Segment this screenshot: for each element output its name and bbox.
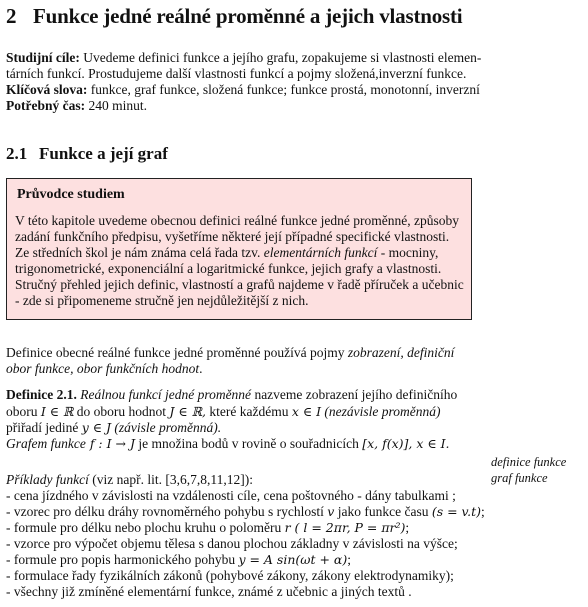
study-goals-text-1: Uvedeme definici funkce a jejího grafu, zopakujeme si vlastnosti elemen-	[79, 50, 482, 65]
definition-line-3	[6, 420, 221, 436]
study-goals-line-1	[6, 50, 481, 66]
definition-term: Grafem funkce	[6, 436, 86, 451]
paragraph-text: Definice obecné reálné funkce jedné proměnné používá pojmy	[6, 345, 348, 360]
example-item-6: - formulace řady fyzikálních zákonů (pohybové zákony, zákony elektrodynamiky);	[6, 568, 454, 583]
definition-term: (nezávisle proměnná)	[321, 404, 441, 419]
example-text: ;	[481, 504, 485, 519]
chapter-number: 2	[6, 4, 17, 28]
math-expression: (s = v.t)	[431, 504, 481, 519]
math-expression: y ∈ J	[81, 420, 112, 435]
example-item-4: - vzorce pro výpočet objemu tělesa s danou plochou základny v závislosti na výšce;	[6, 536, 458, 551]
definition-term: Reálnou funkcí jedné proměnné	[76, 387, 252, 402]
math-expression: r ( l = 2πr, P = πr²)	[284, 520, 406, 535]
math-expression: [x, f(x)], x ∈ I.	[362, 436, 450, 451]
study-guide-title: Průvodce studiem	[17, 187, 125, 202]
keywords-label: Klíčová slova:	[6, 82, 88, 97]
definition-line-1	[6, 387, 457, 403]
study-guide-line-2: zadání funkčního předpisu, vyšetříme některé její případné specifické vlastnosti.	[15, 229, 450, 244]
section-title: Funkce a její graf	[39, 144, 168, 163]
math-expression: I ∈ ℝ	[40, 404, 74, 419]
definition-text: nazveme zobrazení jejího definičního	[251, 387, 458, 402]
study-guide-text: - mocniny,	[377, 245, 439, 260]
example-item-1: - cena jízdného v závislosti na vzdálenosti cíle, cena poštovného - dány tabulkami ;	[6, 488, 456, 503]
section-number: 2.1	[6, 144, 28, 163]
study-goals-line-2: tárních funkcí. Prostudujeme další vlastnosti funkcí a pojmy složená,inverzní funkce.	[6, 66, 467, 81]
definition-text: přiřadí jediné	[6, 420, 82, 435]
definition-text: je množina bodů v rovině o souřadnicích	[135, 436, 363, 451]
study-guide-box	[6, 178, 472, 320]
study-guide-line-4: trigonometrické, exponenciální a logaritmické funkce, jejich grafy a vlastnosti.	[15, 261, 442, 276]
example-item-2	[6, 504, 485, 520]
time-text: 240 minut.	[85, 98, 147, 113]
math-expression: v	[327, 504, 335, 519]
study-guide-text: Ze středních škol je nám známa celá řada tzv.	[15, 245, 264, 260]
paragraph-text: .	[199, 361, 203, 376]
math-expression: J ∈ ℝ,	[169, 404, 206, 419]
keywords-line	[6, 82, 480, 98]
example-text: - formule pro popis harmonického pohybu	[6, 552, 239, 567]
time-label: Potřebný čas:	[6, 98, 86, 113]
math-expression: y = A sin(ωt + α)	[238, 552, 348, 567]
definition-intro-line-2	[6, 361, 202, 377]
math-expression: f : I → J	[85, 436, 135, 451]
study-guide-line-5: Stručný přehled jejich definic, vlastností a grafů najdeme v řadě příruček a učebnic	[15, 277, 464, 292]
study-goals-label: Studijní cíle:	[6, 50, 80, 65]
margin-note-function-graph: graf funkce	[491, 471, 548, 485]
study-guide-line-6: - zde si připomeneme stručně jen nejdůležitější z nich.	[15, 293, 309, 308]
margin-note-function-definition: definice funkce	[491, 455, 567, 469]
math-expression: x ∈ I	[291, 404, 322, 419]
definition-line-4	[6, 436, 450, 452]
definition-label: Definice 2.1.	[6, 387, 77, 402]
definition-text: které každému	[205, 404, 292, 419]
definition-term: (závisle proměnná).	[111, 420, 222, 435]
chapter-heading	[6, 4, 462, 29]
example-text: ;	[405, 520, 410, 535]
example-text: jako funkce času	[334, 504, 432, 519]
example-text: - formule pro délku nebo plochu kruhu o poloměru	[6, 520, 285, 535]
paragraph-emphasis: obor funkce, obor funkčních hodnot	[6, 361, 200, 376]
example-text: ;	[347, 552, 351, 567]
time-line	[6, 98, 147, 114]
chapter-title: Funkce jedné reálné proměnné a jejich vlastnosti	[33, 4, 463, 28]
definition-intro-line-1	[6, 345, 454, 361]
examples-label: Příklady funkcí	[6, 472, 89, 487]
definition-text: oboru	[6, 404, 41, 419]
examples-reference: (viz např. lit. [3,6,7,8,11,12]):	[88, 472, 253, 487]
study-guide-emphasis: elementárních funkcí	[263, 245, 378, 260]
study-guide-line-3	[15, 245, 438, 261]
definition-line-2	[6, 404, 441, 420]
example-item-5	[6, 552, 351, 568]
paragraph-emphasis: zobrazení, definiční	[347, 345, 455, 360]
example-item-7: - všechny již zmíněné elementární funkce, známé z učebnic a jiných textů .	[6, 584, 412, 599]
example-text: - vzorec pro délku dráhy rovnoměrného pohybu s rychlostí	[6, 504, 328, 519]
definition-text: do oboru hodnot	[73, 404, 170, 419]
example-item-3	[6, 520, 409, 536]
section-heading	[6, 144, 168, 164]
keywords-text: funkce, graf funkce, složená funkce; funkce prostá, monotonní, inverzní	[87, 82, 480, 97]
study-guide-line-1: V této kapitole uvedeme obecnou definici reálné funkce jedné proměnné, způsoby	[15, 213, 459, 228]
examples-heading	[6, 472, 253, 488]
